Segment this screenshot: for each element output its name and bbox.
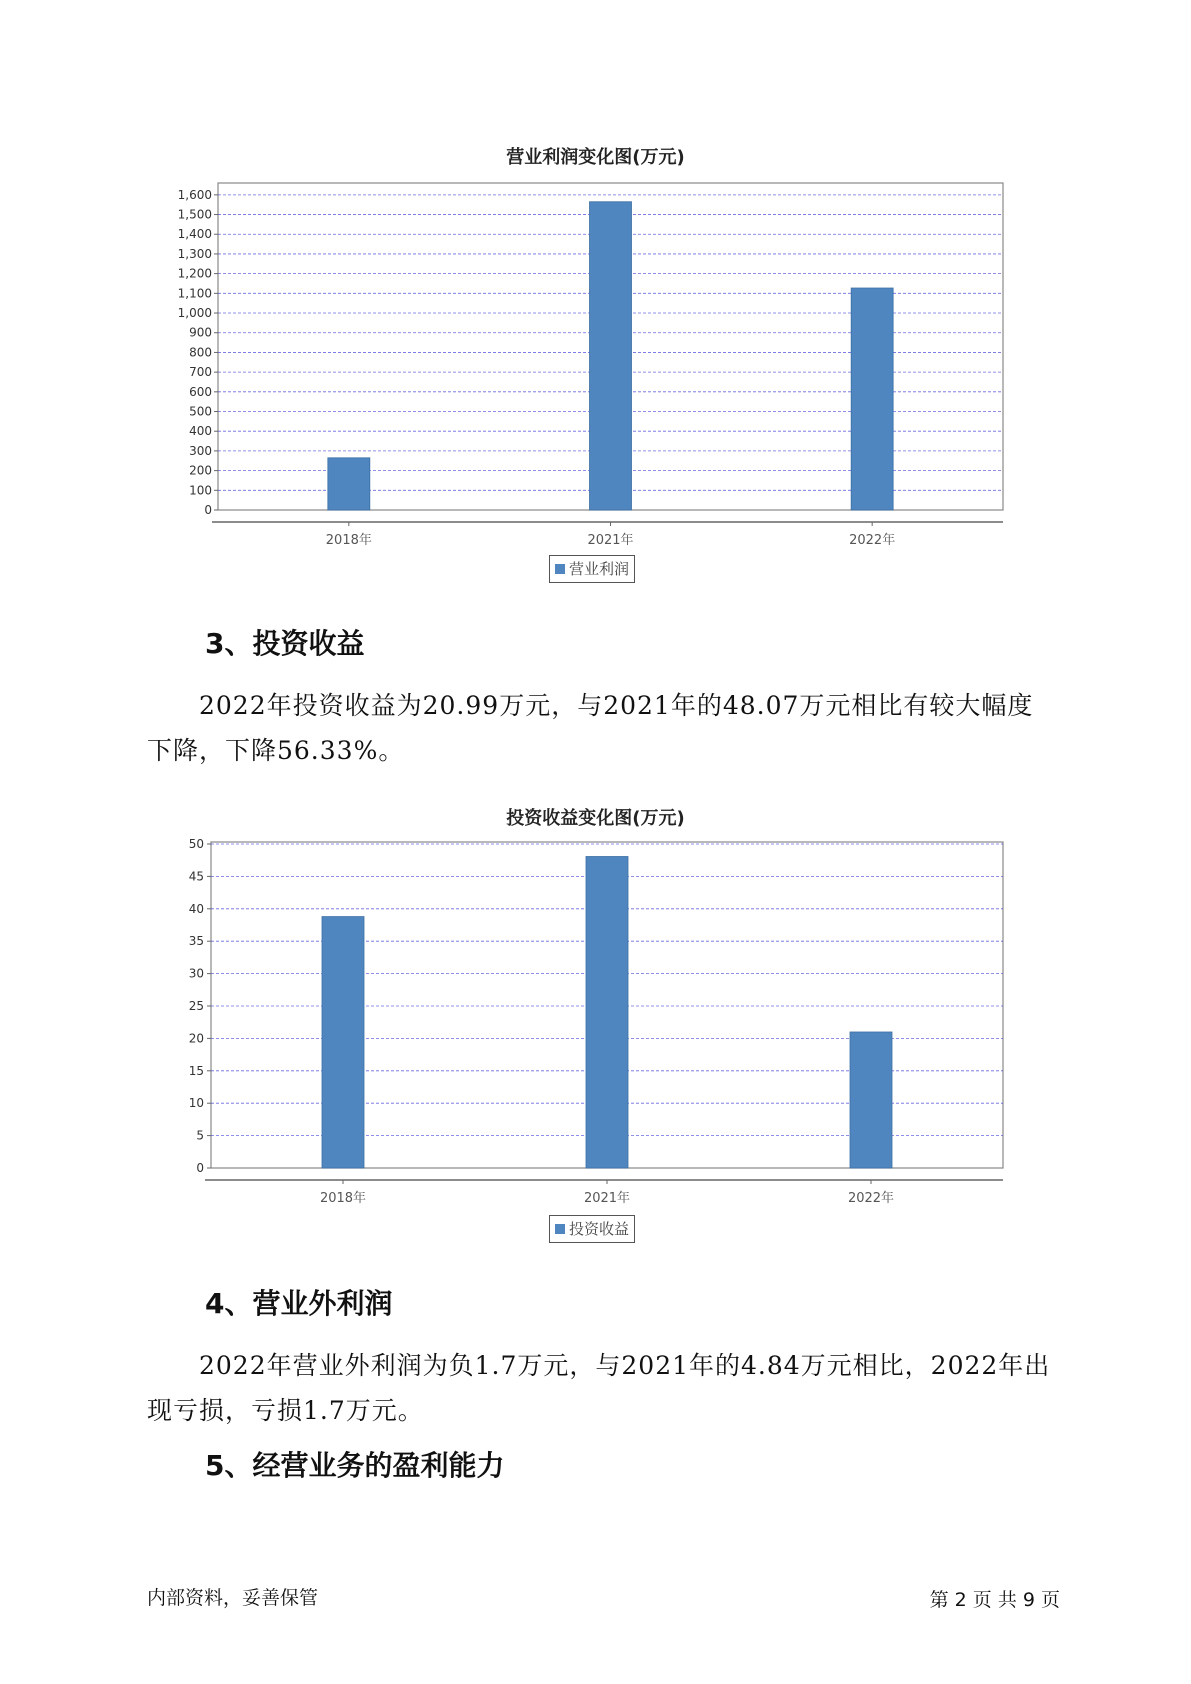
chart-title: 营业利润变化图(万元) [506, 147, 685, 168]
section-heading-non-operating-profit: 4、营业外利润 [205, 1287, 393, 1320]
y-tick-label: 400 [189, 424, 212, 439]
x-tick-label: 2022年 [847, 1191, 895, 1206]
y-tick-label: 1,200 [177, 266, 212, 281]
y-tick-label: 1,600 [177, 187, 212, 202]
footer-confidential-note: 内部资料，妥善保管 [147, 1587, 319, 1609]
y-tick-label: 1,000 [177, 306, 212, 321]
section-heading-investment-income: 3、投资收益 [205, 627, 365, 660]
y-tick-label: 45 [188, 869, 204, 884]
y-tick-label: 35 [188, 934, 204, 949]
y-tick-label: 600 [189, 384, 212, 399]
bar [322, 917, 364, 1168]
bar [590, 202, 632, 510]
y-tick-label: 700 [189, 365, 212, 380]
x-tick-label: 2018年 [325, 533, 372, 548]
operating-profit-chart-svg [0, 170, 1191, 570]
paragraph-line: 2022年投资收益为20.99万元，与2021年的48.07万元相比有较大幅度 [199, 691, 1034, 720]
y-tick-label: 1,400 [177, 227, 212, 242]
y-tick-label: 25 [188, 999, 204, 1013]
y-tick-label: 5 [196, 1128, 204, 1143]
bar [586, 857, 628, 1168]
x-tick-label: 2018年 [319, 1191, 367, 1206]
y-tick-label: 10 [188, 1096, 204, 1111]
legend-label: 营业利润 [569, 560, 630, 578]
chart-title: 投资收益变化图(万元) [506, 808, 685, 829]
paragraph-line: 2022年营业外利润为负1.7万元，与2021年的4.84万元相比，2022年出 [199, 1351, 1051, 1380]
y-tick-label: 1,300 [177, 246, 212, 261]
footer-page-number: 第 2 页 共 9 页 [929, 1589, 1060, 1611]
y-tick-label: 1,100 [177, 286, 212, 301]
y-tick-label: 15 [188, 1063, 204, 1078]
y-tick-label: 800 [189, 345, 212, 360]
y-tick-label: 200 [189, 463, 212, 478]
paragraph-line: 下降，下降56.33%。 [147, 736, 405, 765]
chart-legend [549, 555, 635, 583]
x-tick-label: 2021年 [583, 1191, 631, 1206]
bar [850, 1032, 892, 1168]
y-tick-label: 40 [188, 901, 204, 916]
y-tick-label: 50 [188, 837, 204, 851]
chart-legend [549, 1215, 635, 1243]
bar [851, 288, 893, 510]
x-tick-label: 2021年 [587, 533, 634, 548]
section-heading-profitability: 5、经营业务的盈利能力 [205, 1449, 505, 1482]
legend-label: 投资收益 [569, 1220, 630, 1238]
y-tick-label: 20 [188, 1031, 204, 1046]
investment-income-chart-svg [0, 830, 1191, 1230]
y-tick-label: 900 [189, 325, 212, 340]
non-operating-profit-paragraph [147, 1343, 1067, 1433]
legend-swatch [555, 1224, 565, 1234]
investment-income-paragraph [147, 683, 1067, 773]
y-tick-label: 30 [188, 966, 204, 981]
y-tick-label: 0 [196, 1161, 204, 1175]
y-tick-label: 500 [189, 404, 212, 419]
y-tick-label: 0 [204, 503, 212, 517]
y-tick-label: 100 [189, 483, 212, 498]
y-tick-label: 1,500 [177, 207, 212, 222]
bar [328, 458, 370, 510]
x-tick-label: 2022年 [849, 533, 896, 548]
y-tick-label: 300 [189, 443, 212, 458]
legend-swatch [555, 564, 565, 574]
paragraph-line: 现亏损，亏损1.7万元。 [147, 1396, 424, 1425]
